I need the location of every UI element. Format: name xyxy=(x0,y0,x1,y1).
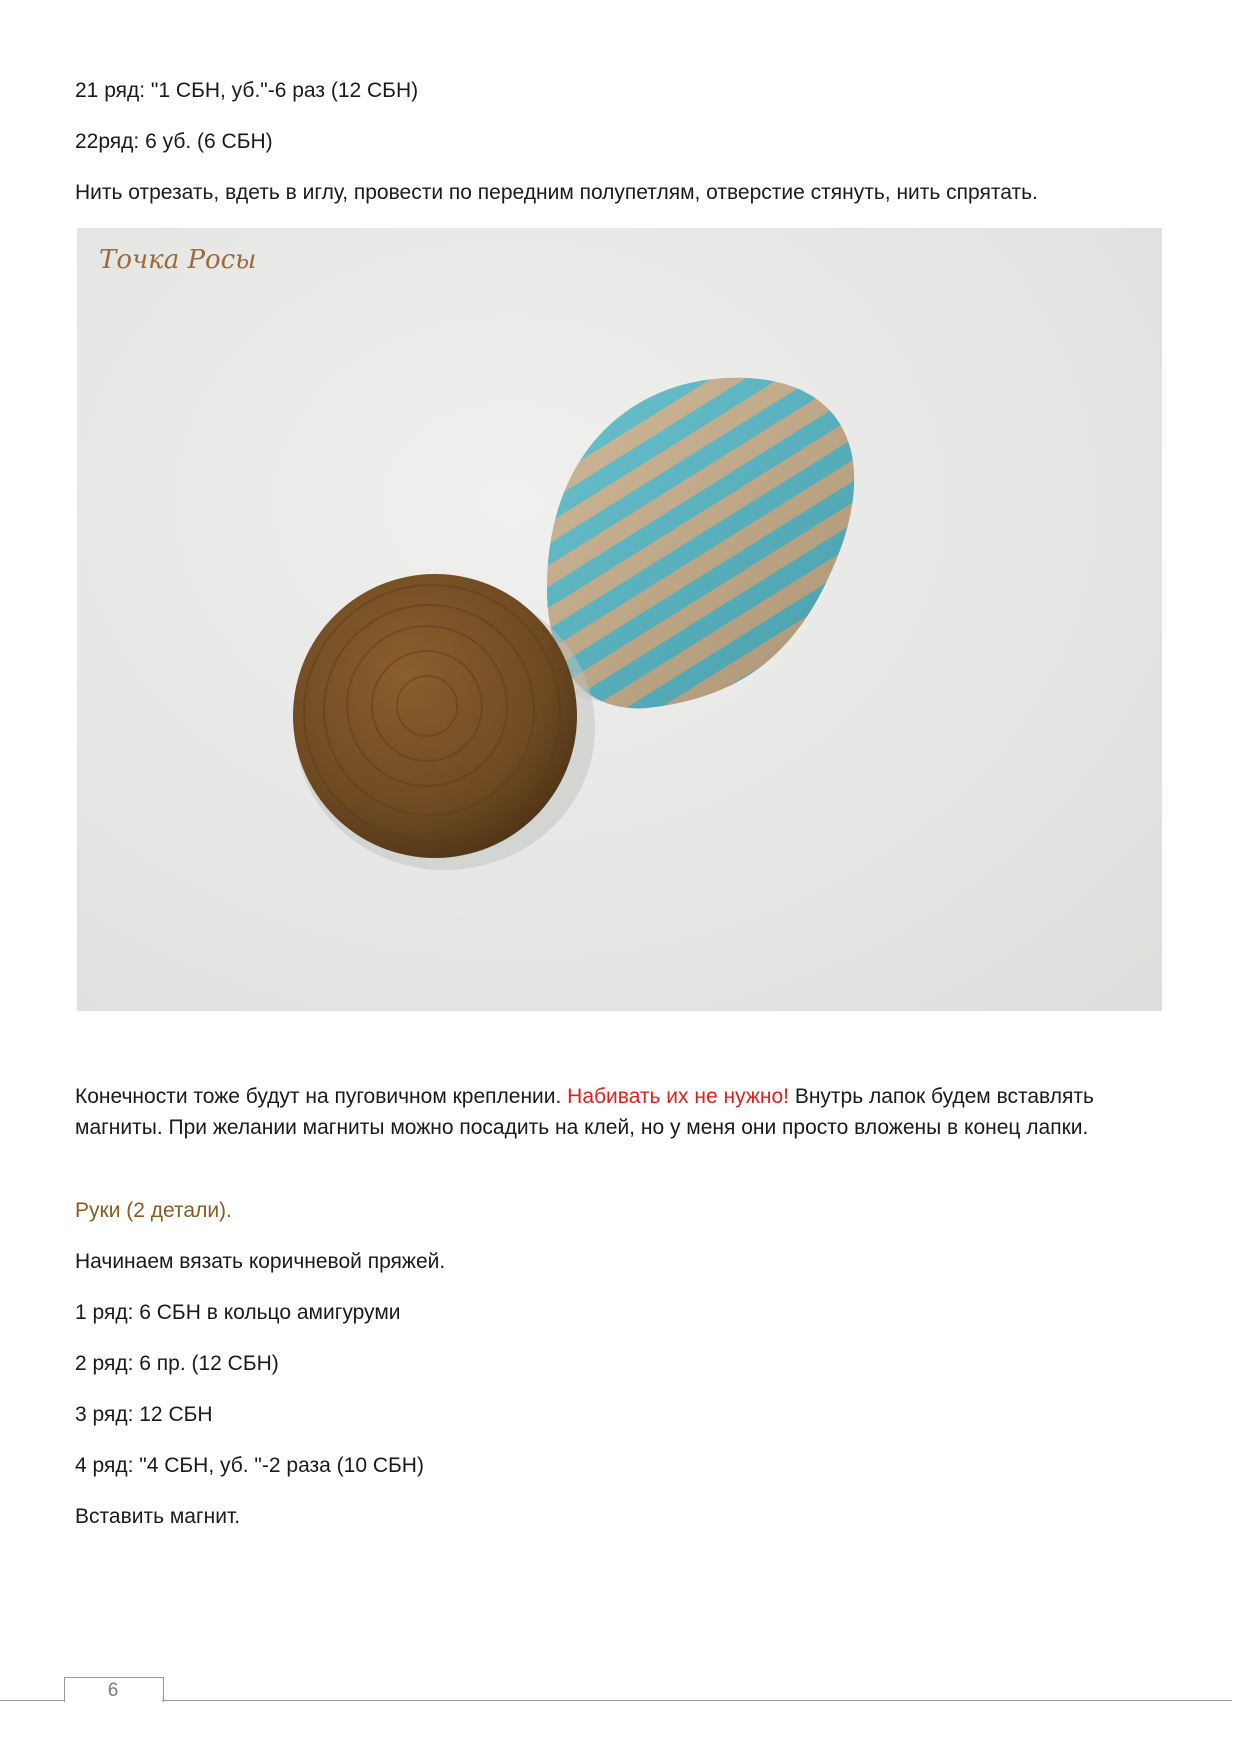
row-22-text: 22ряд: 6 уб. (6 СБН) xyxy=(75,130,273,153)
arms-row-4: 4 ряд: "4 СБН, уб. "-2 раза (10 СБН) xyxy=(75,1454,424,1477)
crochet-illustration xyxy=(77,228,1162,1011)
page-number: 6 xyxy=(107,1680,119,1701)
arms-row-3: 3 ряд: 12 СБН xyxy=(75,1403,213,1426)
arms-heading: Руки (2 детали). xyxy=(75,1199,232,1222)
limbs-intro-start: Конечности тоже будут на пуговичном креплении. xyxy=(75,1085,568,1108)
crochet-photo xyxy=(77,228,1162,1011)
photo-watermark: Точка Росы xyxy=(99,245,257,275)
footer-rule-left xyxy=(0,1700,64,1701)
limbs-intro-end: Внутрь лапок будем вставлять магниты. При желании магниты можно посадить на клей, но у меня они просто вложены в конец лапки. xyxy=(75,1085,1094,1139)
arms-row-2: 2 ряд: 6 пр. (12 СБН) xyxy=(75,1352,279,1375)
footer-rule-right xyxy=(162,1700,1232,1701)
insert-magnet-text: Вставить магнит. xyxy=(75,1505,241,1528)
limbs-paragraph xyxy=(75,1081,1175,1143)
arms-row-1: 1 ряд: 6 СБН в кольцо амигуруми xyxy=(75,1301,401,1324)
finish-instruction: Нить отрезать, вдеть в иглу, провести по передним полупетлям, отверстие стянуть, нить спрятать. xyxy=(75,181,1038,204)
row-21-text: 21 ряд: "1 СБН, уб."-6 раз (12 СБН) xyxy=(75,79,419,102)
arms-start-text: Начинаем вязать коричневой пряжей. xyxy=(75,1250,446,1273)
no-stuffing-warning: Набивать их не нужно! xyxy=(567,1085,789,1108)
